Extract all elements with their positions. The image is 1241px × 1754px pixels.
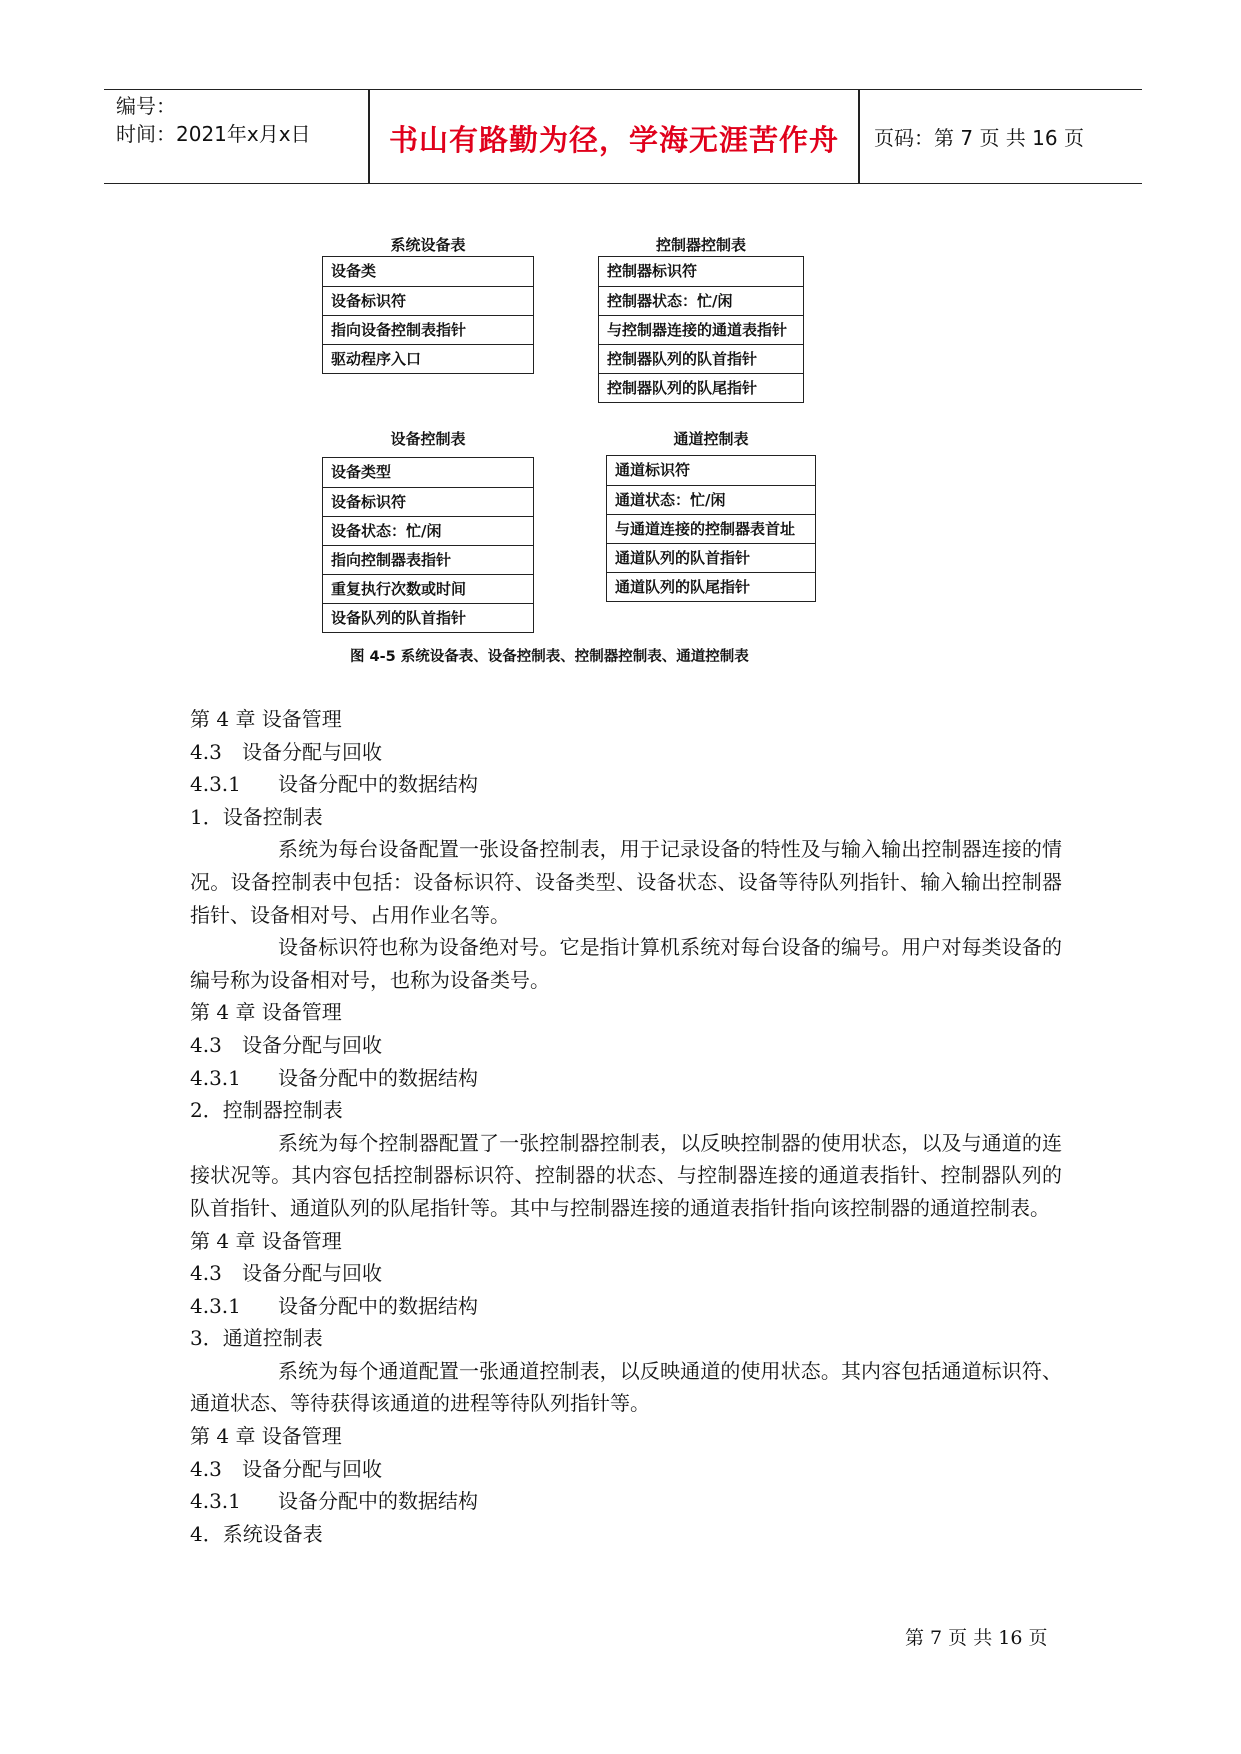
paragraph: 设备标识符也称为设备绝对号。它是指计算机系统对每台设备的编号。用户对每类设备的编号称为设备相对号，也称为设备类号。: [190, 935, 1062, 992]
table-title: 系统设备表: [390, 236, 466, 254]
item-heading: 4．系统设备表: [190, 1521, 323, 1546]
table-controller-control: [598, 256, 804, 403]
subsection-heading: [190, 1485, 1062, 1518]
table-cell: 设备队列的队首指针: [323, 603, 533, 632]
figure-caption: 图 4-5 系统设备表、设备控制表、控制器控制表、通道控制表: [350, 649, 749, 665]
subsection-heading: [190, 1062, 1062, 1095]
subsection-title: 设备分配中的数据结构: [278, 772, 478, 797]
subsection-number: 4.3.1: [190, 1489, 241, 1514]
section-heading: [190, 1029, 1062, 1062]
table-cell: 通道状态：忙/闲: [607, 485, 815, 514]
table-title: 设备控制表: [390, 430, 466, 448]
table-cell: 重复执行次数或时间: [323, 574, 533, 603]
body-text: [190, 703, 1062, 1550]
section-number: 4.3: [190, 1261, 222, 1286]
table-cell: 设备类型: [331, 463, 392, 481]
subsection-title: 设备分配中的数据结构: [278, 1489, 478, 1514]
subsection-title: 设备分配中的数据结构: [278, 1065, 478, 1090]
table-cell: 与控制器连接的通道表指针: [599, 315, 803, 344]
table-system-device: [322, 256, 534, 374]
item-heading: 3．通道控制表: [190, 1326, 323, 1351]
chapter-heading: 第 4 章 设备管理: [190, 1424, 342, 1449]
table-cell: 通道标识符: [615, 461, 691, 479]
header-number-label: 编号：: [116, 94, 176, 118]
table-cell: 控制器队列的队尾指针: [599, 373, 803, 402]
table-title: 控制器控制表: [655, 236, 746, 254]
table-cell: 驱动程序入口: [323, 344, 533, 373]
section-title: 设备分配与回收: [242, 1261, 382, 1286]
table-cell: 设备类: [331, 262, 377, 280]
subsection-heading: [190, 1290, 1062, 1323]
subsection-number: 4.3.1: [190, 1293, 241, 1318]
table-cell: 通道队列的队尾指针: [607, 572, 815, 601]
section-number: 4.3: [190, 1456, 222, 1481]
section-heading: [190, 1257, 1062, 1290]
section-title: 设备分配与回收: [242, 1456, 382, 1481]
table-cell: 与通道连接的控制器表首址: [607, 514, 815, 543]
table-cell: 控制器队列的队首指针: [599, 344, 803, 373]
subsection-number: 4.3.1: [190, 1065, 241, 1090]
chapter-heading: 第 4 章 设备管理: [190, 1228, 342, 1253]
table-title: 通道控制表: [673, 430, 749, 448]
paragraph: 系统为每个通道配置一张通道控制表，以反映通道的使用状态。其内容包括通道标识符、通道状态、等待获得该通道的进程等待队列指针等。: [190, 1358, 1062, 1416]
chapter-heading: 第 4 章 设备管理: [190, 707, 342, 731]
chapter-heading: 第 4 章 设备管理: [190, 1000, 342, 1025]
section-number: 4.3: [190, 739, 222, 764]
table-cell: 指向控制器表指针: [323, 545, 533, 574]
table-cell: 设备标识符: [323, 286, 533, 315]
section-heading: [190, 736, 1062, 769]
section-title: 设备分配与回收: [242, 1032, 382, 1057]
subsection-title: 设备分配中的数据结构: [278, 1293, 478, 1318]
table-cell: 控制器状态：忙/闲: [599, 286, 803, 315]
paragraph: 系统为每台设备配置一张设备控制表，用于记录设备的特性及与输入输出控制器连接的情况。设备控制表中包括：设备标识符、设备类型、设备状态、设备等待队列指针、输入输出控制器指针、设备相对号、占用作业名等。: [190, 837, 1062, 927]
section-number: 4.3: [190, 1032, 222, 1057]
section-heading: [190, 1453, 1062, 1486]
table-cell: 控制器标识符: [607, 262, 698, 280]
table-cell: 指向设备控制表指针: [323, 315, 533, 344]
header-time-label: 时间：2021年x月x日: [116, 122, 311, 146]
page-footer: 第 7 页 共 16 页: [905, 1627, 1048, 1649]
subsection-number: 4.3.1: [190, 772, 241, 797]
header-page-label: 页码：第 7 页 共 16 页: [874, 126, 1084, 150]
table-device-control: [322, 457, 534, 633]
item-heading: 2．控制器控制表: [190, 1098, 343, 1123]
table-channel-control: [606, 455, 816, 602]
figure-data-structures: [0, 0, 1241, 670]
item-heading: 1．设备控制表: [190, 804, 323, 829]
table-cell: 通道队列的队首指针: [607, 543, 815, 572]
table-cell: 设备标识符: [323, 487, 533, 516]
header-motto: 书山有路勤为径，学海无涯苦作舟: [388, 123, 839, 157]
table-cell: 设备状态：忙/闲: [323, 516, 533, 545]
paragraph: 系统为每个控制器配置了一张控制器控制表，以反映控制器的使用状态，以及与通道的连接状况等。其内容包括控制器标识符、控制器的状态、与控制器连接的通道表指针、控制器队列的队首指针、通道队列的队尾指针等。其中与控制器连接的通道表指针指向该控制器的通道控制表。: [190, 1130, 1062, 1220]
section-title: 设备分配与回收: [242, 739, 382, 764]
subsection-heading: [190, 768, 1062, 801]
